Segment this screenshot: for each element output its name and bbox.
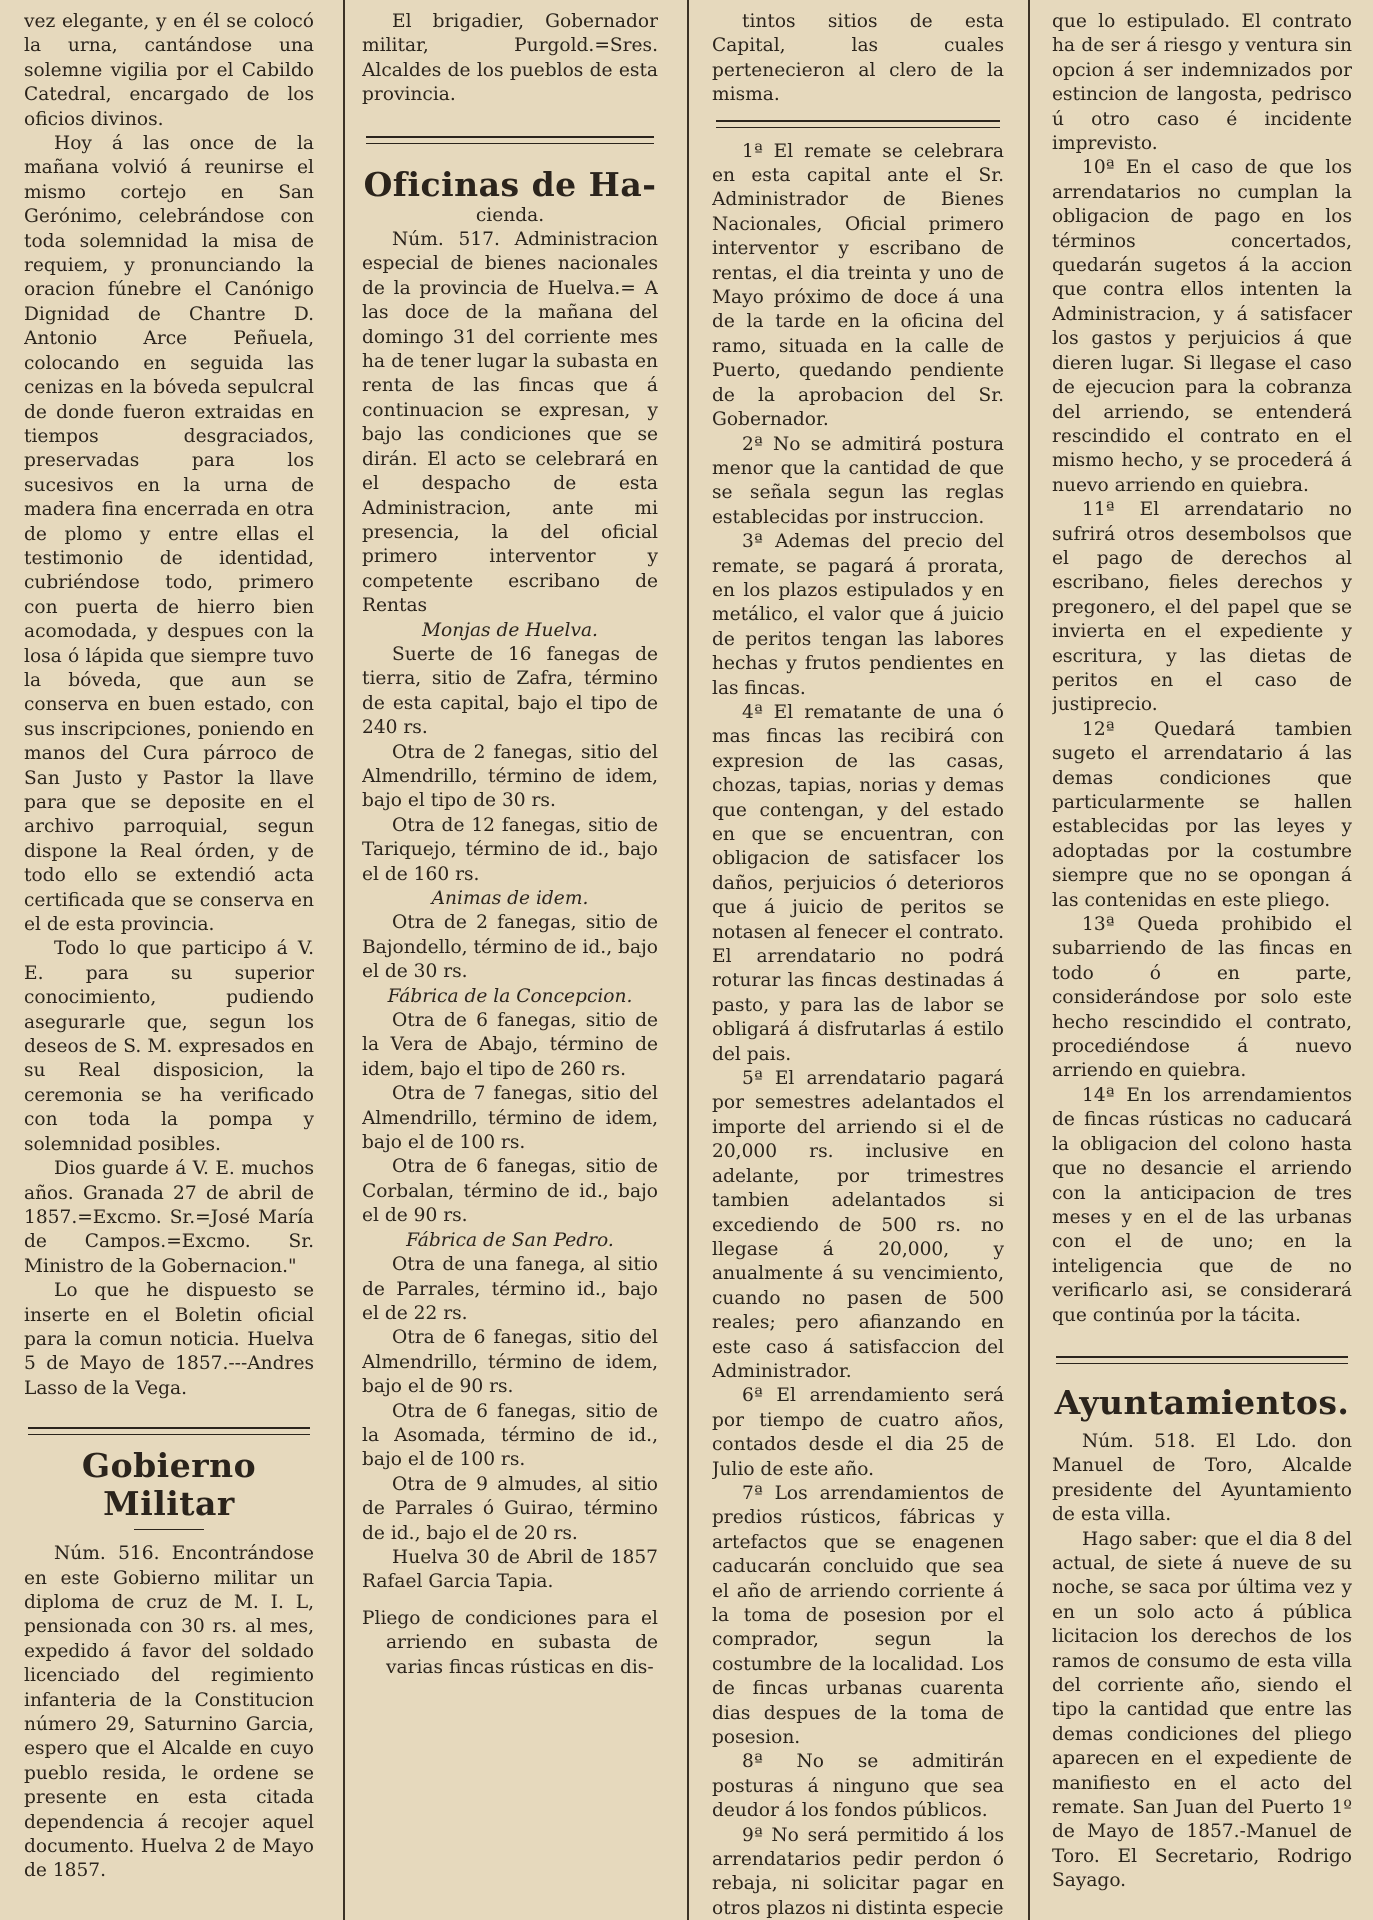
condition-2: 2ª No se admitirá postura menor que la cantidad de que se señala segun las reglas establecidas por instruccion. xyxy=(712,433,1004,528)
column-rule xyxy=(687,0,689,1920)
property-item: Otra de 2 fanegas, sitio de Bajondello, término de id., bajo el de 30 rs. xyxy=(362,912,658,983)
column-rule xyxy=(343,0,345,1920)
column-1 xyxy=(24,10,314,1920)
section-divider xyxy=(716,120,1000,128)
notice-517: Núm. 517. Administracion especial de bienes nacionales de la provincia de Huelva.= A las doce de la mañana del domingo 31 del corriente mes ha de tener lugar la subasta en renta de las fincas que á continuacion se expresan, y bajo las condiciones que se dirán. El acto se celebrará en el despacho de esta Administracion, ante mi presencia, la del oficial primero interventor y competente escribano de Rentas xyxy=(362,229,658,617)
paragraph: El brigadier, Gobernador militar, Purgold.=Sres. Alcaldes de los pueblos de esta provincia. xyxy=(362,11,658,106)
paragraph: tintos sitios de esta Capital, las cuales pertenecieron al clero de la misma. xyxy=(712,11,1004,106)
condition-9: 9ª No será permitido á los arrendatarios pedir perdon ó rebaja, ni solicitar pagar en otros plazos ni distinta especie xyxy=(712,1824,1004,1919)
condition-8: 8ª No se admitirán posturas á ninguno que sea deudor á los fondos públicos. xyxy=(712,1751,1004,1822)
column-2 xyxy=(362,10,658,1920)
condition-1: 1ª El remate se celebrara en esta capital ante el Sr. Administrador de Bienes Nacionales, Oficial primero interventor y escribano de rentas, el dia treinta y uno de Mayo próximo de doce á una de la tarde en la oficina del ramo, situada en la calle de Puerto, quedando pendiente de la aprobacion del Sr. Gobernador. xyxy=(712,140,1004,431)
property-item: Otra de 12 fanegas, sitio de Tariquejo, término de id., bajo el de 160 rs. xyxy=(362,814,658,885)
notice-518: Núm. 518. El Ldo. don Manuel de Toro, Alcalde presidente del Ayuntamiento de esta villa. xyxy=(1052,1430,1352,1526)
section-divider xyxy=(366,136,654,144)
property-item: Otra de 6 fanegas, sitio de la Asomada, término de id., bajo el de 100 rs. xyxy=(362,1400,658,1471)
condition-12: 12ª Quedará tambien sugeto el arrendatario á las demas condiciones que particularmente se hallen establecidas por las leyes y adoptadas por la costumbre siempre que no se opongan á las contenidas en este pliego. xyxy=(1052,718,1352,911)
paragraph: Pliego de condiciones para el arriendo en subasta de varias fincas rústicas en dis- xyxy=(362,1607,658,1678)
section-heading-gobierno-militar: Gobierno Militar xyxy=(81,1446,257,1524)
property-item: Otra de 6 fanegas, sitio de Corbalan, término de id., bajo el de 90 rs. xyxy=(362,1156,658,1227)
notice-516: Núm. 516. Encontrándose en este Gobierno militar un diploma de cruz de M. I. L, pensionada con 30 rs. al mes, expedido á favor del soldado licenciado del regimiento infanteria de la Constitucion número 29, Saturnino Garcia, espero que el Alcalde en cuyo pueblo resida, le ordene se presente en esta citada dependencia á recojer aquel documento. Huelva 2 de Mayo de 1857. xyxy=(24,1543,314,1882)
section-heading-ayuntamientos: Ayuntamientos. xyxy=(1054,1382,1350,1422)
property-item: Otra de 9 almudes, al sitio de Parrales ó Guirao, término de id., bajo el de 20 rs. xyxy=(362,1473,658,1544)
property-item: Otra de una fanega, al sitio de Parrales, término id., bajo el de 22 rs. xyxy=(362,1254,658,1324)
column-3 xyxy=(712,10,1004,1920)
condition-5: 5ª El arrendatario pagará por semestres adelantados el importe del arriendo si el de 20,000 rs. inclusive en adelante, por trimestres tambien adelantados si excediendo de 500 rs. no llegase á 20,000, y anualmente á su vencimiento, cuando no pasen de 500 reales; pero afianzando en este caso á satisfaccion del Administrador. xyxy=(712,1068,1004,1382)
condition-10: 10ª En el caso de que los arrendatarios no cumplan la obligacion de pago en los términos concertados, quedarán sugetos á la accion que contra ellos intenten la Administracion, y á satisfacer los gastos y perjuicios á que dieren lugar. Si llegase el caso de ejecucion para la cobranza del arriendo, se entenderá rescindido el contrato en el mismo hecho, y se procederá á nuevo arriendo en quiebra. xyxy=(1052,157,1352,496)
section-heading-cont: cienda. xyxy=(475,204,545,226)
section-heading-oficinas: Oficinas de Ha- xyxy=(363,164,657,204)
short-rule xyxy=(134,1529,204,1530)
property-item: Otra de 2 fanegas, sitio del Almendrillo, término de idem, bajo el tipo de 30 rs. xyxy=(362,741,658,812)
condition-14: 14ª En los arrendamientos de fincas rústicas no caducará la obligacion del colono hasta que no desancie el arriendo con la anticipacion de tres meses y en el de las urbanas con el de uno; en la inteligencia que de no verificarlo asi, se considerará que continúa por la tácita. xyxy=(1052,1084,1352,1326)
property-item: Otra de 6 fanegas, sitio de la Vera de Abajo, término de idem, bajo el tipo de 260 rs. xyxy=(362,1010,658,1080)
condition-6: 6ª El arrendamiento será por tiempo de cuatro años, contados desde el dia 25 de Julio de este año. xyxy=(712,1385,1004,1480)
column-4 xyxy=(1052,10,1352,1920)
property-item: Suerte de 16 fanegas de tierra, sitio de Zafra, término de esta capital, bajo el tipo de 240 rs. xyxy=(362,643,658,739)
condition-11: 11ª El arrendatario no sufrirá otros desembolsos que el pago de derechos al escribano, fieles derechos y pregonero, el del papel que se invierta en el expediente y escritura, y las dietas de peritos en el caso de justiprecio. xyxy=(1052,499,1352,716)
paragraph: Todo lo que participo á V. E. para su superior conocimiento, pudiendo asegurarle que, segun los deseos de S. M. expresados en su Real disposicion, la ceremonia se ha verificado con toda la pompa y solemnidad posibles. xyxy=(24,938,314,1155)
condition-7: 7ª Los arrendamientos de predios rústicos, fábricas y artefactos que se enagenen caducarán concluido que sea el año de arriendo corriente á la toma de posesion por el comprador, segun la costumbre de la localidad. Los de fincas urbanas cuarenta dias despues de la toma de posesion. xyxy=(712,1482,1004,1749)
subsection-title: Fábrica de San Pedro. xyxy=(406,1229,614,1251)
column-rule xyxy=(1028,0,1030,1920)
paragraph: Lo que he dispuesto se inserte en el Boletin oficial para la comun noticia. Huelva 5 de Mayo de 1857.---Andres Lasso de la Vega. xyxy=(24,1280,314,1399)
property-item: Otra de 7 fanegas, sitio del Almendrillo, término de idem, bajo el de 100 rs. xyxy=(362,1083,658,1154)
section-divider xyxy=(1056,1356,1348,1364)
paragraph: Hoy á las once de la mañana volvió á reunirse el mismo cortejo en San Gerónimo, celebrándose con toda solemnidad la misa de requiem, y pronunciando la oracion fúnebre el Canónigo Dignidad de Chantre D. Antonio Arce Peñuela, colocando en seguida las cenizas en la bóveda sepulcral de donde fueron extraidas en tiempos desgraciados, preservadas para los sucesivos en la urna de madera fina encerrada en otra de plomo y entre ellas el testimonio de identidad, cubriéndose todo, primero con puerta de hierro bien acomodada, y despues con la losa ó lápida que siempre tuvo la bóveda, que aun se conserva en buen estado, con sus inscripciones, poniendo en manos del Cura párroco de San Justo y Pastor la llave para que se deposite en el archivo parroquial, segun dispone la Real órden, y de todo ello se extendió acta certificada que se conserva en el de esta provincia. xyxy=(24,133,314,936)
property-item: Otra de 6 fanegas, sitio del Almendrillo, término de idem, bajo el de 90 rs. xyxy=(362,1327,658,1398)
paragraph: vez elegante, y en él se colocó la urna, cantándose una solemne vigilia por el Cabildo Catedral, encargado de los oficios divinos. xyxy=(24,11,314,130)
subsection-title: Monjas de Huelva. xyxy=(422,619,598,641)
subsection-title: Fábrica de la Concepcion. xyxy=(387,985,633,1007)
condition-13: 13ª Queda prohibido el subarriendo de las fincas en todo ó en parte, considerándose por solo este hecho rescindido el contrato, procediéndose á nuevo arriendo en quiebra. xyxy=(1052,914,1352,1082)
paragraph: Hago saber: que el dia 8 del actual, de siete á nueve de su noche, se saca por última vez y en un solo acto á pública licitacion los derechos de los ramos de consumo de esta villa del corriente año, siendo el tipo la cantidad que entre las demas condiciones del pliego aparecen en el expediente de manifiesto en el acto del remate. San Juan del Puerto 1º de Mayo de 1857.-Manuel de Toro. El Secretario, Rodrigo Sayago. xyxy=(1052,1528,1352,1892)
paragraph: que lo estipulado. El contrato ha de ser á riesgo y ventura sin opcion á ser indemnizados por estincion de langosta, pedrisco ú otro caso é incidente imprevisto. xyxy=(1052,11,1352,155)
signature: Huelva 30 de Abril de 1857 Rafael Garcia Tapia. xyxy=(362,1546,658,1593)
subsection-title: Animas de idem. xyxy=(431,888,589,909)
condition-3: 3ª Ademas del precio del remate, se pagará á prorata, en los plazos estipulados y en metálico, el valor que á juicio de peritos tengan las labores hechas y frutos pendientes en las fincas. xyxy=(712,531,1004,699)
section-divider xyxy=(28,1427,310,1435)
paragraph: Dios guarde á V. E. muchos años. Granada 27 de abril de 1857.=Excmo. Sr.=José María de Campos.=Excmo. Sr. Ministro de la Gobernacion." xyxy=(24,1158,314,1277)
condition-4: 4ª El rematante de una ó mas fincas las recibirá con expresion de las casas, chozas, tapias, norias y demas que contengan, y del estado en que se encuentran, con obligacion de satisfacer los daños, perjuicios ó deterioros que á juicio de peritos se notasen al fenecer el contrato. El arrendatario no podrá roturar las fincas destinadas á pasto, y para las de labor se obligará á disfrutarlas á estilo del pais. xyxy=(712,701,1004,1065)
